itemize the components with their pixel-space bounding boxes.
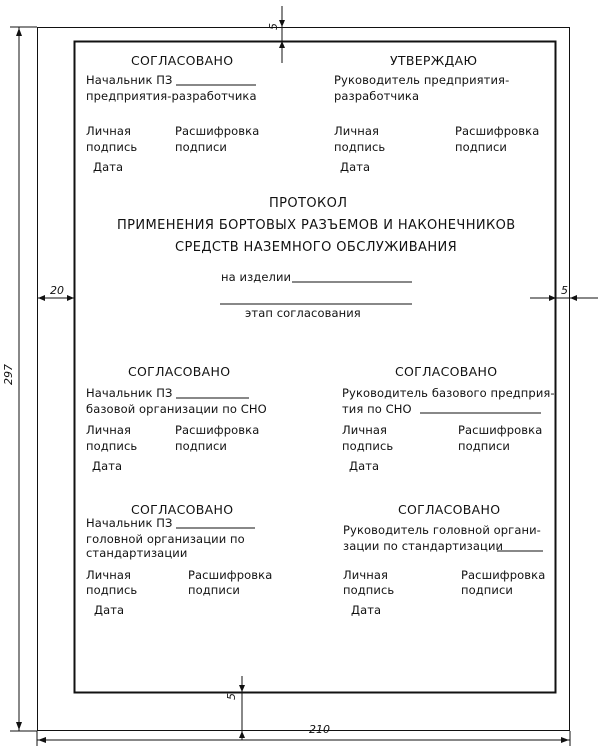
title-protocol: ПРОТОКОЛ	[269, 196, 348, 211]
dim-top-label: 5	[267, 23, 280, 30]
ml-sig2: подпись	[86, 439, 138, 453]
mr-heading: СОГЛАСОВАНО	[395, 364, 498, 379]
br-sig2: подпись	[343, 583, 395, 597]
tl-dec2: подписи	[175, 140, 227, 154]
br-sig1: Личная	[343, 568, 388, 582]
product-label: на изделии	[221, 270, 292, 284]
mr-date: Дата	[349, 459, 380, 473]
ml-line1: Начальник ПЗ	[86, 386, 173, 400]
br-line2: зации по стандартизации	[343, 539, 504, 553]
bl-dec2: подписи	[188, 583, 240, 597]
tl-heading: СОГЛАСОВАНО	[131, 53, 234, 68]
br-heading: СОГЛАСОВАНО	[398, 502, 501, 517]
mr-dec2: подписи	[458, 439, 510, 453]
bottom-dim-arrow-2	[239, 731, 245, 738]
tl-line1: Начальник ПЗ	[86, 73, 173, 87]
tl-dec1: Расшифровка	[175, 124, 260, 138]
width-dim-arrow-1	[38, 737, 46, 743]
dim-bottom-label: 5	[225, 693, 238, 700]
tl-sig1: Личная	[86, 124, 131, 138]
width-dim-arrow-2	[561, 737, 569, 743]
height-dim-arrow-1	[16, 28, 22, 36]
ml-sig1: Личная	[86, 423, 131, 437]
tr-dec2: подписи	[455, 140, 507, 154]
mr-dec1: Расшифровка	[458, 423, 543, 437]
ml-line2: базовой организации по СНО	[86, 402, 267, 416]
tr-sig2: подпись	[334, 140, 386, 154]
br-dec1: Расшифровка	[461, 568, 546, 582]
bl-sig1: Личная	[86, 568, 131, 582]
tr-line1: Руководитель предприятия-	[334, 73, 510, 87]
mr-line2: тия по СНО	[342, 402, 412, 416]
bl-line2: головной организации по	[86, 532, 245, 546]
dim-height-label: 297	[2, 364, 15, 385]
dim-right-label: 5	[561, 284, 568, 297]
bottom-dim-arrow-1	[239, 685, 245, 692]
title-line3: СРЕДСТВ НАЗЕМНОГО ОБСЛУЖИВАНИЯ	[175, 240, 458, 255]
bl-line3: стандартизации	[86, 546, 188, 560]
mr-sig1: Личная	[342, 423, 387, 437]
ml-heading: СОГЛАСОВАНО	[128, 364, 231, 379]
bl-date: Дата	[94, 603, 125, 617]
dim-left-label: 20	[50, 284, 64, 297]
tr-line2: разработчика	[334, 89, 420, 103]
br-line1: Руководитель головной органи-	[343, 523, 541, 537]
bl-heading: СОГЛАСОВАНО	[131, 502, 234, 517]
ml-dec1: Расшифровка	[175, 423, 260, 437]
tl-date: Дата	[93, 160, 124, 174]
br-dec2: подписи	[461, 583, 513, 597]
ml-dec2: подписи	[175, 439, 227, 453]
mr-sig2: подпись	[342, 439, 394, 453]
stage-label: этап согласования	[245, 306, 361, 320]
tr-sig1: Личная	[334, 124, 379, 138]
left-dim-arrow-2	[67, 295, 74, 301]
tr-date: Дата	[340, 160, 371, 174]
tl-sig2: подпись	[86, 140, 138, 154]
height-dim-arrow-2	[16, 722, 22, 730]
tl-line2: предприятия-разработчика	[86, 89, 257, 103]
left-dim-arrow-1	[38, 295, 45, 301]
bl-dec1: Расшифровка	[188, 568, 273, 582]
dim-width-label: 210	[309, 723, 330, 736]
mr-line1: Руководитель базового предприя-	[342, 386, 555, 400]
tr-heading: УТВЕРЖДАЮ	[390, 53, 478, 68]
br-date: Дата	[351, 603, 382, 617]
bl-line1: Начальник ПЗ	[86, 516, 173, 530]
right-dim-arrow-2	[570, 295, 577, 301]
tr-dec1: Расшифровка	[455, 124, 540, 138]
bl-sig2: подпись	[86, 583, 138, 597]
ml-date: Дата	[92, 459, 123, 473]
title-line2: ПРИМЕНЕНИЯ БОРТОВЫХ РАЗЪЕМОВ И НАКОНЕЧНИКОВ	[117, 218, 516, 233]
